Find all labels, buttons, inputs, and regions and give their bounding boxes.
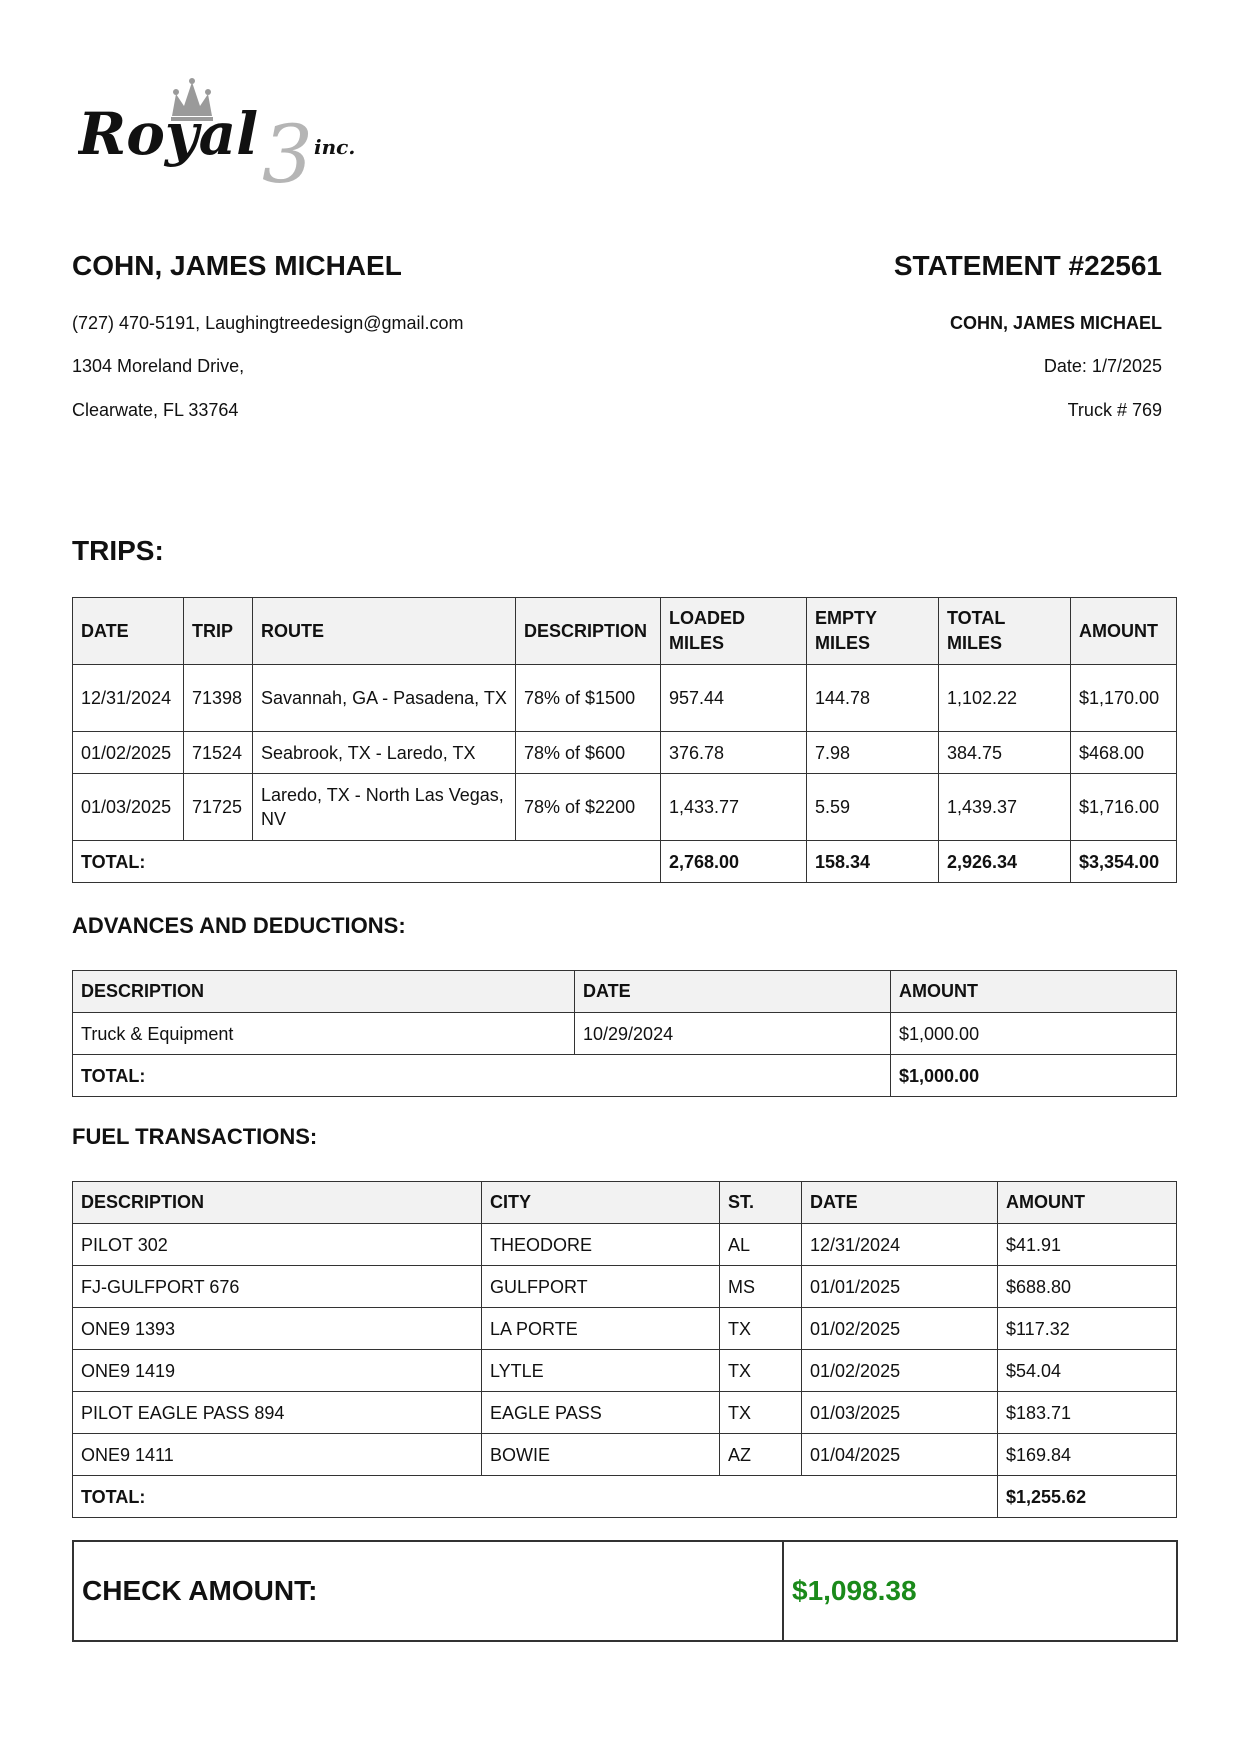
trip-empty-miles: 5.59 (807, 774, 939, 841)
logo-numeral: 3 (262, 108, 313, 190)
fuel-description: PILOT EAGLE PASS 894 (73, 1392, 482, 1434)
table-row (73, 774, 1177, 841)
fuel-date: 01/01/2025 (802, 1266, 998, 1308)
col-header: AMOUNT (998, 1182, 1177, 1224)
table-row (73, 1224, 1177, 1266)
logo-wordmark: Royal (78, 100, 259, 168)
table-row (73, 732, 1177, 774)
col-header: TRIP (184, 598, 253, 665)
trip-date: 12/31/2024 (73, 665, 184, 732)
trip-number: 71524 (184, 732, 253, 774)
fuel-total-row (73, 1476, 1177, 1518)
advance-description: Truck & Equipment (73, 1013, 575, 1055)
fuel-date: 01/03/2025 (802, 1392, 998, 1434)
col-header: DESCRIPTION (73, 1182, 482, 1224)
col-header: AMOUNT (891, 971, 1177, 1013)
fuel-header-row (73, 1182, 1177, 1224)
advances-table (72, 970, 1177, 1097)
trip-loaded-miles: 376.78 (661, 732, 807, 774)
fuel-date: 01/02/2025 (802, 1350, 998, 1392)
trip-empty-miles: 7.98 (807, 732, 939, 774)
trip-description: 78% of $1500 (516, 665, 661, 732)
table-row (73, 1392, 1177, 1434)
trip-total-miles: 1,102.22 (939, 665, 1071, 732)
fuel-state: AL (720, 1224, 802, 1266)
check-amount-label: CHECK AMOUNT: (73, 1541, 783, 1641)
table-row (73, 1266, 1177, 1308)
trip-description: 78% of $600 (516, 732, 661, 774)
fuel-description: ONE9 1411 (73, 1434, 482, 1476)
trip-number: 71725 (184, 774, 253, 841)
advances-header-row (73, 971, 1177, 1013)
col-header: AMOUNT (1071, 598, 1177, 665)
trip-total-miles: 384.75 (939, 732, 1071, 774)
fuel-description: ONE9 1393 (73, 1308, 482, 1350)
trip-total-miles: 1,439.37 (939, 774, 1071, 841)
table-row (73, 665, 1177, 732)
fuel-table (72, 1181, 1177, 1518)
advance-amount: $1,000.00 (891, 1013, 1177, 1055)
trips-heading: TRIPS: (72, 535, 164, 566)
trip-description: 78% of $2200 (516, 774, 661, 841)
fuel-amount: $688.80 (998, 1266, 1177, 1308)
total-label: TOTAL: (73, 1476, 998, 1518)
driver-address-line2: Clearwate, FL 33764 (72, 400, 239, 420)
total-total-miles: 2,926.34 (939, 841, 1071, 883)
trip-loaded-miles: 957.44 (661, 665, 807, 732)
fuel-city: EAGLE PASS (482, 1392, 720, 1434)
fuel-amount: $183.71 (998, 1392, 1177, 1434)
statement-driver-name: COHN, JAMES MICHAEL (949, 313, 1162, 333)
fuel-amount: $117.32 (998, 1308, 1177, 1350)
trip-loaded-miles: 1,433.77 (661, 774, 807, 841)
fuel-state: TX (720, 1350, 802, 1392)
driver-contact: (727) 470-5191, Laughingtreedesign@gmail.com (72, 313, 464, 333)
total-label: TOTAL: (73, 841, 661, 883)
trip-route: Seabrook, TX - Laredo, TX (253, 732, 516, 774)
fuel-date: 01/02/2025 (802, 1308, 998, 1350)
logo-suffix: inc. (314, 135, 356, 159)
driver-name-heading: COHN, JAMES MICHAEL (72, 250, 402, 281)
col-header: DATE (73, 598, 184, 665)
royal3-logo (78, 78, 388, 190)
fuel-amount: $169.84 (998, 1434, 1177, 1476)
col-header: EMPTY MILES (807, 598, 939, 665)
col-header: DESCRIPTION (73, 971, 575, 1013)
trip-date: 01/03/2025 (73, 774, 184, 841)
fuel-description: ONE9 1419 (73, 1350, 482, 1392)
driver-address-line1: 1304 Moreland Drive, (72, 356, 245, 376)
fuel-description: PILOT 302 (73, 1224, 482, 1266)
trip-number: 71398 (184, 665, 253, 732)
total-amount: $1,000.00 (891, 1055, 1177, 1097)
fuel-city: BOWIE (482, 1434, 720, 1476)
statement-number: STATEMENT #22561 (893, 250, 1162, 281)
fuel-city: LA PORTE (482, 1308, 720, 1350)
fuel-amount: $54.04 (998, 1350, 1177, 1392)
fuel-date: 01/04/2025 (802, 1434, 998, 1476)
col-header: TOTAL MILES (939, 598, 1071, 665)
total-empty-miles: 158.34 (807, 841, 939, 883)
col-header: LOADED MILES (661, 598, 807, 665)
table-row (73, 1434, 1177, 1476)
fuel-city: LYTLE (482, 1350, 720, 1392)
fuel-state: TX (720, 1308, 802, 1350)
truck-number: Truck # 769 (1067, 400, 1162, 420)
table-row (73, 1013, 1177, 1055)
trip-amount: $1,170.00 (1071, 665, 1177, 732)
table-row (73, 1308, 1177, 1350)
trip-date: 01/02/2025 (73, 732, 184, 774)
trip-amount: $1,716.00 (1071, 774, 1177, 841)
trip-amount: $468.00 (1071, 732, 1177, 774)
fuel-city: GULFPORT (482, 1266, 720, 1308)
col-header: DATE (802, 1182, 998, 1224)
trip-empty-miles: 144.78 (807, 665, 939, 732)
total-label: TOTAL: (73, 1055, 891, 1097)
trips-total-row (73, 841, 1177, 883)
fuel-state: MS (720, 1266, 802, 1308)
total-amount: $1,255.62 (998, 1476, 1177, 1518)
fuel-date: 12/31/2024 (802, 1224, 998, 1266)
advances-total-row (73, 1055, 1177, 1097)
col-header: ROUTE (253, 598, 516, 665)
col-header: DESCRIPTION (516, 598, 661, 665)
trips-table (72, 597, 1177, 883)
fuel-description: FJ-GULFPORT 676 (73, 1266, 482, 1308)
check-amount-box (72, 1540, 1178, 1642)
fuel-state: TX (720, 1392, 802, 1434)
trip-route: Laredo, TX - North Las Vegas, NV (253, 774, 516, 841)
trips-header-row (73, 598, 1177, 665)
col-header: ST. (720, 1182, 802, 1224)
fuel-state: AZ (720, 1434, 802, 1476)
trip-route: Savannah, GA - Pasadena, TX (253, 665, 516, 732)
fuel-city: THEODORE (482, 1224, 720, 1266)
total-loaded-miles: 2,768.00 (661, 841, 807, 883)
check-amount-value: $1,098.38 (783, 1541, 1177, 1641)
table-row (73, 1350, 1177, 1392)
fuel-heading: FUEL TRANSACTIONS: (72, 1124, 318, 1149)
advance-date: 10/29/2024 (575, 1013, 891, 1055)
col-header: DATE (575, 971, 891, 1013)
statement-date: Date: 1/7/2025 (1043, 356, 1162, 376)
total-amount: $3,354.00 (1071, 841, 1177, 883)
advances-heading: ADVANCES AND DEDUCTIONS: (72, 913, 406, 938)
col-header: CITY (482, 1182, 720, 1224)
fuel-amount: $41.91 (998, 1224, 1177, 1266)
